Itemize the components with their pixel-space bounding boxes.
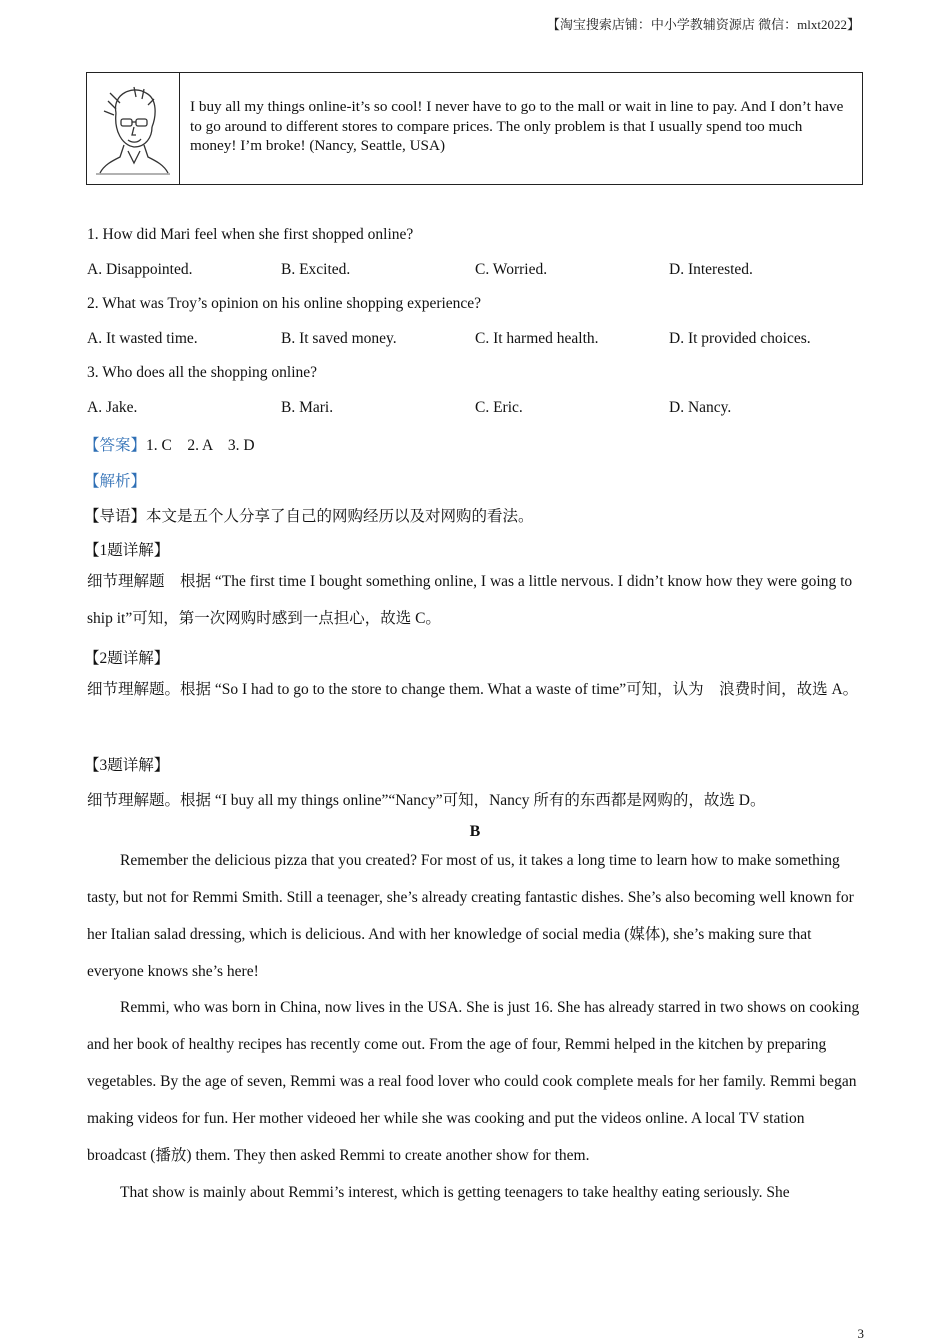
avatar-cell <box>87 73 180 184</box>
section-b-paragraph-3: That show is mainly about Remmi’s interest, which is getting teenagers to take healthy eating seriously. She <box>120 1184 790 1201</box>
woman-with-glasses-icon <box>94 83 172 175</box>
q1-option-d: D. Interested. <box>669 261 753 278</box>
detail-3-text: 细节理解题。根据 “I buy all my things online”“Nancy”可知，Nancy 所有的东西都是网购的，故选 D。 <box>87 792 766 809</box>
question-3: 3. Who does all the shopping online? <box>87 364 318 381</box>
detail-3-title: 【3题详解】 <box>84 757 170 774</box>
answer-line <box>84 433 255 455</box>
q1-option-c: C. Worried. <box>475 261 548 278</box>
page-header: 【淘宝搜索店铺：中小学教辅资源店 微信：mlxt2022】 <box>546 17 860 32</box>
answer-label: 【答案】 <box>84 437 147 454</box>
section-b-title: B <box>469 823 481 840</box>
question-2: 2. What was Troy’s opinion on his online shopping experience? <box>87 295 482 312</box>
q2-option-d: D. It provided choices. <box>669 330 811 347</box>
q3-option-a: A. Jake. <box>87 399 138 416</box>
answer-text: 1. C 2. A 3. D <box>146 437 255 454</box>
detail-1-title: 【1题详解】 <box>84 542 170 559</box>
q3-option-d: D. Nancy. <box>669 399 732 416</box>
q2-option-a: A. It wasted time. <box>87 330 198 347</box>
detail-1-text: 细节理解题 根据 “The first time I bought something online, I was a little nervous. I didn’t know how they were going to ship it”可知，第一次网购时感到一点担心，故选 C。 <box>87 573 856 627</box>
detail-2-text: 细节理解题。根据 “So I had to go to the store to change them. What a waste of time”可知，认为 浪费时间，故选 A。 <box>87 681 859 698</box>
section-b-paragraph-2: Remmi, who was born in China, now lives in the USA. She is just 16. She has already starred in two shows on cooking and her book of healthy recipes has recently come out. From the age of four, Remmi helped in the kitchen by preparing vegetables. By the age of seven, Remmi was a real food lover who could cook complete meals for her family. Remmi began making videos for fun. Her mother videoed her while she was cooking and put the videos online. A local TV station broadcast (播放) them. They then asked Remmi to create another show for them. <box>87 999 860 1164</box>
q1-option-b: B. Excited. <box>281 261 351 278</box>
question-1: 1. How did Mari feel when she first shopped online? <box>87 226 414 243</box>
section-b-paragraph-1: Remember the delicious pizza that you created? For most of us, it takes a long time to learn how to make something tasty, but not for Remmi Smith. Still a teenager, she’s already creating fantastic dishes. She’s also becoming well known for her Italian salad dressing, which is delicious. And with her knowledge of social media (媒体), she’s making sure that everyone knows she’s here! <box>87 852 854 980</box>
detail-2-title: 【2题详解】 <box>84 650 170 667</box>
q3-option-b: B. Mari. <box>281 399 334 416</box>
q1-option-a: A. Disappointed. <box>87 261 193 278</box>
guide-text: 【导语】本文是五个人分享了自己的网购经历以及对网购的看法。 <box>84 508 534 525</box>
analysis-label: 【解析】 <box>84 473 147 490</box>
q2-option-b: B. It saved money. <box>281 330 397 347</box>
quote-table <box>86 72 863 185</box>
page-number: 3 <box>857 1326 864 1341</box>
q3-option-c: C. Eric. <box>475 399 523 416</box>
quote-text: I buy all my things online-it’s so cool! I never have to go to the mall or wait in line to pay. And I don’t have to go around to different stores to compare prices. The only problem is that I usually spend too much money! I’m broke! (Nancy, Seattle, USA) <box>190 98 844 154</box>
q2-option-c: C. It harmed health. <box>475 330 599 347</box>
